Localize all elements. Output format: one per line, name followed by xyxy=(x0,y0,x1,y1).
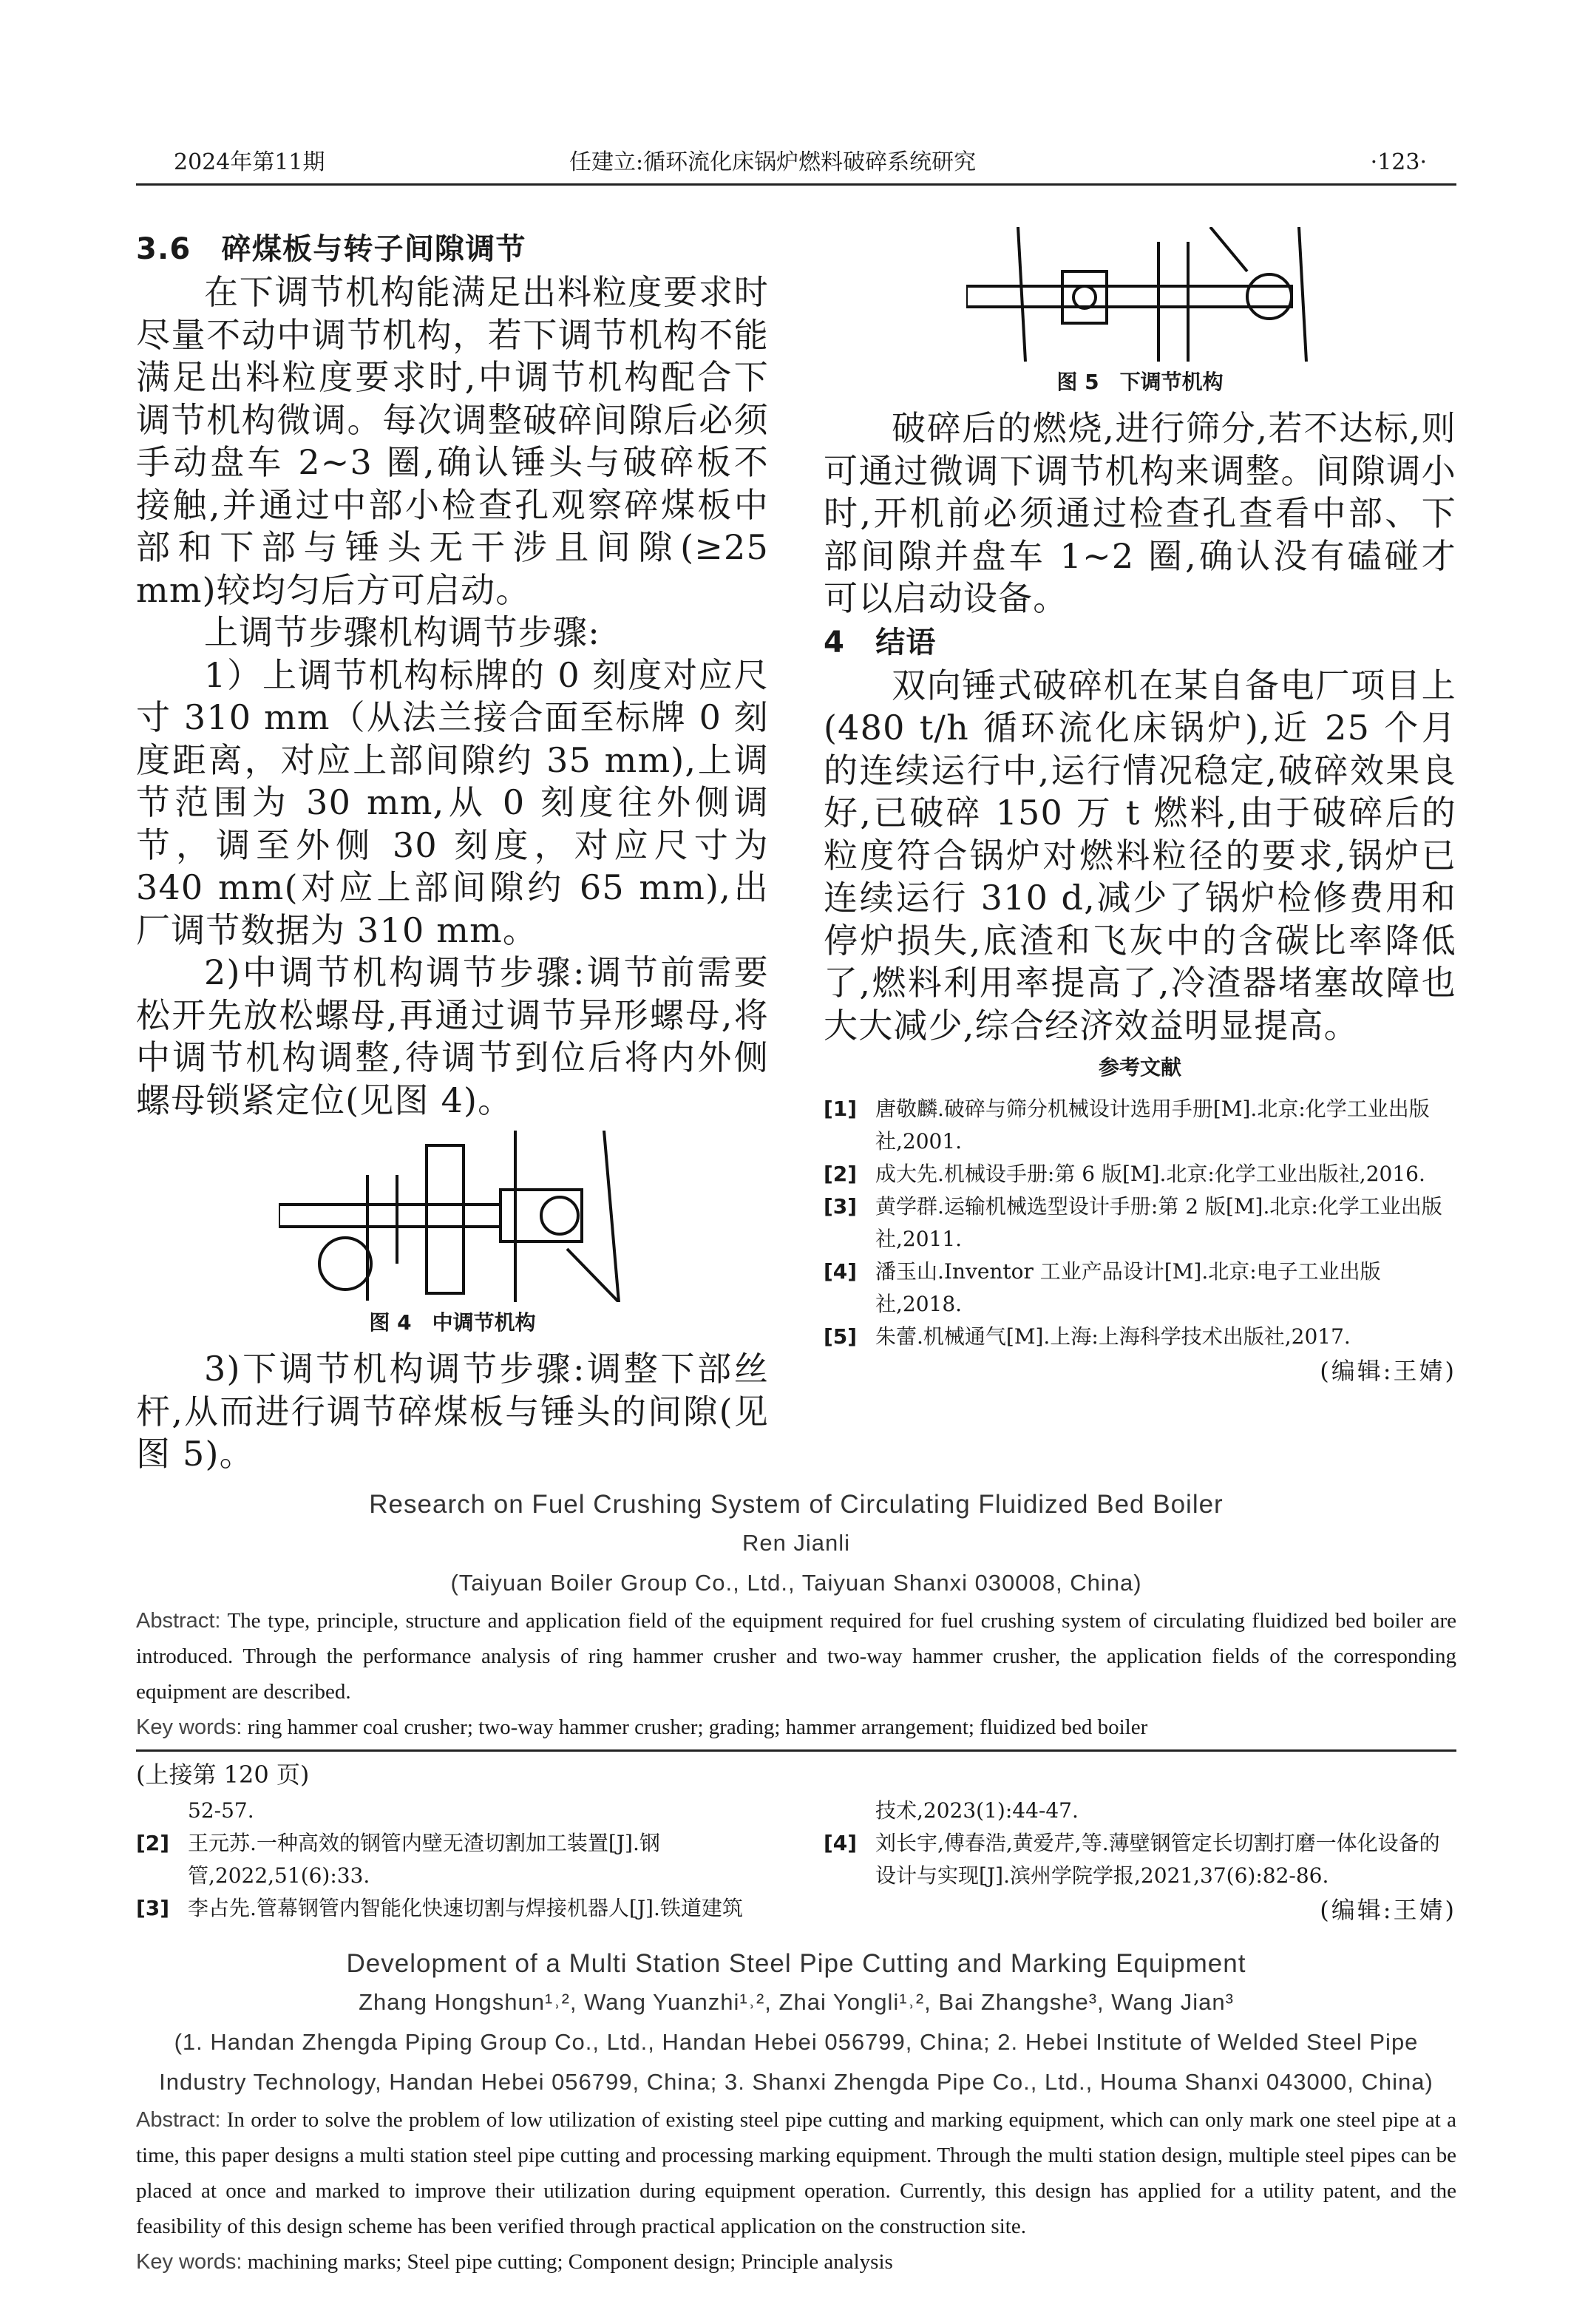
editor-note: (编辑:王婧) xyxy=(1320,1895,1456,1924)
references-list xyxy=(824,1093,1456,1353)
reference-text: 刘长宇,傅春浩,黄爱芹,等.薄壁钢管定长切割打磨一体化设备的设计与实现[J].滨州学院学报,2021,37(6):82-86. xyxy=(875,1830,1440,1888)
running-title: 任建立:循环流化床锅炉燃料破碎系统研究 xyxy=(569,149,977,175)
reference-number: [3] xyxy=(136,1895,170,1920)
editor-note: (编辑:王婧) xyxy=(1320,1357,1456,1385)
reference-text: 成大先.机械设手册:第 6 版[M].北京:化学工业出版社,2016. xyxy=(875,1162,1425,1186)
paragraph: 双向锤式破碎机在某自备电厂项目上(480 t/h 循环流化床锅炉),近 25 个月的连续运行中,运行情况稳定,破碎效果良好,已破碎 150 万 t 燃料,由于破碎后的粒度符合锅炉对燃料粒径的要求,锅炉已连续运行 310 d,减少了锅炉检修费用和停炉损失,底渣和飞灰中的含碳比率降低了,燃料利用率提高了,冷渣器堵塞故障也大大减少,综合经济效益明显提高。 xyxy=(824,665,1456,1046)
continued-refs xyxy=(136,1795,1456,1928)
reference-number xyxy=(824,1795,875,1827)
keywords-text: ring hammer coal crusher; two-way hammer crusher; grading; hammer arrangement; fluidized bed boiler xyxy=(247,1715,1148,1739)
keywords-label: Key words: xyxy=(136,1715,242,1739)
english-title: Development of a Multi Station Steel Pipe Cutting and Marking Equipment xyxy=(346,1948,1246,1978)
figure-5-caption: 图 5 下调节机构 xyxy=(1056,370,1224,394)
reference-item xyxy=(824,1256,1456,1321)
page-number: ·123· xyxy=(1370,149,1427,175)
abstract-text: The type, principle, structure and application field of the equipment required for fuel crushing system of circulating fluidized bed boiler are introduced. Through the performance analysis of ring hammer crusher and two-way hammer crusher, the application fields of the corresponding equipment are described. xyxy=(136,1608,1456,1704)
figure-5-drawing xyxy=(966,227,1314,362)
section-heading: 3.6 碎煤板与转子间隙调节 xyxy=(136,232,526,266)
paragraph: 2)中调节机构调节步骤:调节前需要松开先放松螺母,再通过调节异形螺母,将中调节机构调整,待调节到位后将内外侧螺母锁紧定位(见图 4)。 xyxy=(136,952,769,1120)
english-abstract xyxy=(136,1603,1456,1710)
english-author: Ren Jianli xyxy=(742,1529,851,1556)
keywords-label: Key words: xyxy=(136,2249,242,2274)
references-heading: 参考文献 xyxy=(1098,1055,1181,1080)
reference-item xyxy=(824,1158,1456,1190)
continued-label: (上接第 120 页) xyxy=(136,1760,310,1789)
reference-number: [2] xyxy=(824,1162,858,1186)
reference-text: 唐敬麟.破碎与筛分机械设计选用手册[M].北京:化学工业出版社,2001. xyxy=(875,1097,1430,1153)
page xyxy=(136,0,1456,2324)
figure-4-drawing xyxy=(279,1131,626,1302)
right-column xyxy=(824,227,1456,1389)
keywords-text: machining marks; Steel pipe cutting; Component design; Principle analysis xyxy=(247,2249,893,2274)
reference-text: 朱蕾.机械通气[M].上海:上海科学技术出版社,2017. xyxy=(875,1324,1351,1349)
header-rule xyxy=(136,183,1456,186)
reference-text: 52-57. xyxy=(188,1798,254,1823)
continued-refs-left xyxy=(136,1795,769,1925)
two-column-body xyxy=(136,227,1456,1476)
english-affiliation: (Taiyuan Boiler Group Co., Ltd., Taiyuan Shanxi 030008, China) xyxy=(450,1569,1142,1596)
reference-number: [2] xyxy=(136,1830,170,1855)
reference-text: 李占先.管幕钢管内智能化快速切割与焊接机器人[J].铁道建筑 xyxy=(188,1895,743,1920)
continued-refs-right xyxy=(824,1795,1456,1892)
reference-item xyxy=(824,1093,1456,1158)
left-column xyxy=(136,227,769,1476)
reference-number: [3] xyxy=(824,1194,858,1219)
english-authors: Zhang Hongshun¹˒², Wang Yuanzhi¹˒², Zhai Yongli¹˒², Bai Zhangshe³, Wang Jian³ xyxy=(359,1988,1234,2015)
paragraph: 1）上调节机构标牌的 0 刻度对应尺寸 310 mm（从法兰接合面至标牌 0 刻度距离，对应上部间隙约 35 mm),上调节范围为 30 mm,从 0 刻度往外侧调节，调至外侧 30 刻度，对应尺寸为 340 mm(对应上部间隙约 65 mm),出厂调节数据为 310 mm。 xyxy=(136,654,769,950)
reference-number: [4] xyxy=(824,1830,858,1855)
section-heading: 4 结语 xyxy=(824,625,937,660)
reference-text: 黄学群.运输机械选型设计手册:第 2 版[M].北京:化学工业出版社,2011. xyxy=(875,1194,1442,1251)
reference-text: 技术,2023(1):44-47. xyxy=(875,1798,1079,1823)
reference-item xyxy=(824,1795,1456,1827)
english-affiliation: (1. Handan Zhengda Piping Group Co., Ltd., Handan Hebei 056799, China; 2. Hebei Institute of Welded Steel Pipe Industry Technology, Handan Hebei 056799, China; 3. Shanxi Zhengda Pipe Co., Ltd., Houma Shanxi 043000, China) xyxy=(159,2028,1433,2095)
abstract-text: In order to solve the problem of low utilization of existing steel pipe cutting and marking equipment, which can only mark one steel pipe at a time, this paper designs a multi station steel pipe cutting and processing marking equipment. Through the multi station design, multiple steel pipes can be placed at once and marked to improve their utilization during equipment operation. Currently, this design has applied for a utility patent, and the feasibility of this design scheme has been verified through practical application on the construction site. xyxy=(136,2107,1456,2238)
reference-item xyxy=(824,1827,1456,1892)
reference-item xyxy=(824,1190,1456,1256)
paragraph: 3)下调节机构调节步骤:调整下部丝杆,从而进行调节碎煤板与锤头的间隙(见图 5)。 xyxy=(136,1349,769,1474)
english-keywords xyxy=(136,2244,1456,2280)
reference-item xyxy=(136,1827,769,1892)
abstract-label: Abstract: xyxy=(136,2107,221,2132)
paragraph: 在下调节机构能满足出料粒度要求时尽量不动中调节机构，若下调节机构不能满足出料粒度要求时,中调节机构配合下调节机构微调。每次调整破碎间隙后必须手动盘车 2~3 圈,确认锤头与破碎板不接触,并通过中部小检查孔观察碎煤板中部和下部与锤头无干涉且间隙(≥25 mm)较均匀后方可启动。 xyxy=(136,272,769,610)
abstract-label: Abstract: xyxy=(136,1608,221,1633)
reference-number xyxy=(136,1795,188,1827)
english-keywords xyxy=(136,1710,1456,1745)
paragraph: 破碎后的燃烧,进行筛分,若不达标,则可通过微调下调节机构来调整。间隙调小时,开机前必须通过检查孔查看中部、下部间隙并盘车 1~2 圈,确认没有磕碰才可以启动设备。 xyxy=(824,408,1456,618)
issue-label: 2024年第11期 xyxy=(174,149,325,175)
english-title: Research on Fuel Crushing System of Circulating Fluidized Bed Boiler xyxy=(369,1489,1224,1519)
section-rule xyxy=(136,1749,1456,1752)
reference-number: [1] xyxy=(824,1097,858,1121)
reference-number: [5] xyxy=(824,1324,858,1349)
english-abstract xyxy=(136,2102,1456,2244)
reference-text: 王元苏.一种高效的钢管内壁无渣切割加工装置[J].钢管,2022,51(6):33. xyxy=(188,1830,660,1888)
reference-item xyxy=(824,1321,1456,1353)
reference-item xyxy=(136,1892,769,1925)
continued-refs-right-wrap xyxy=(824,1795,1456,1928)
reference-item xyxy=(136,1795,769,1827)
reference-number: [4] xyxy=(824,1259,858,1284)
paragraph: 上调节步骤机构调节步骤: xyxy=(204,612,600,652)
reference-text: 潘玉山.Inventor 工业产品设计[M].北京:电子工业出版社,2018. xyxy=(875,1259,1381,1316)
figure-4-caption: 图 4 中调节机构 xyxy=(369,1310,536,1335)
running-header xyxy=(136,145,1456,183)
